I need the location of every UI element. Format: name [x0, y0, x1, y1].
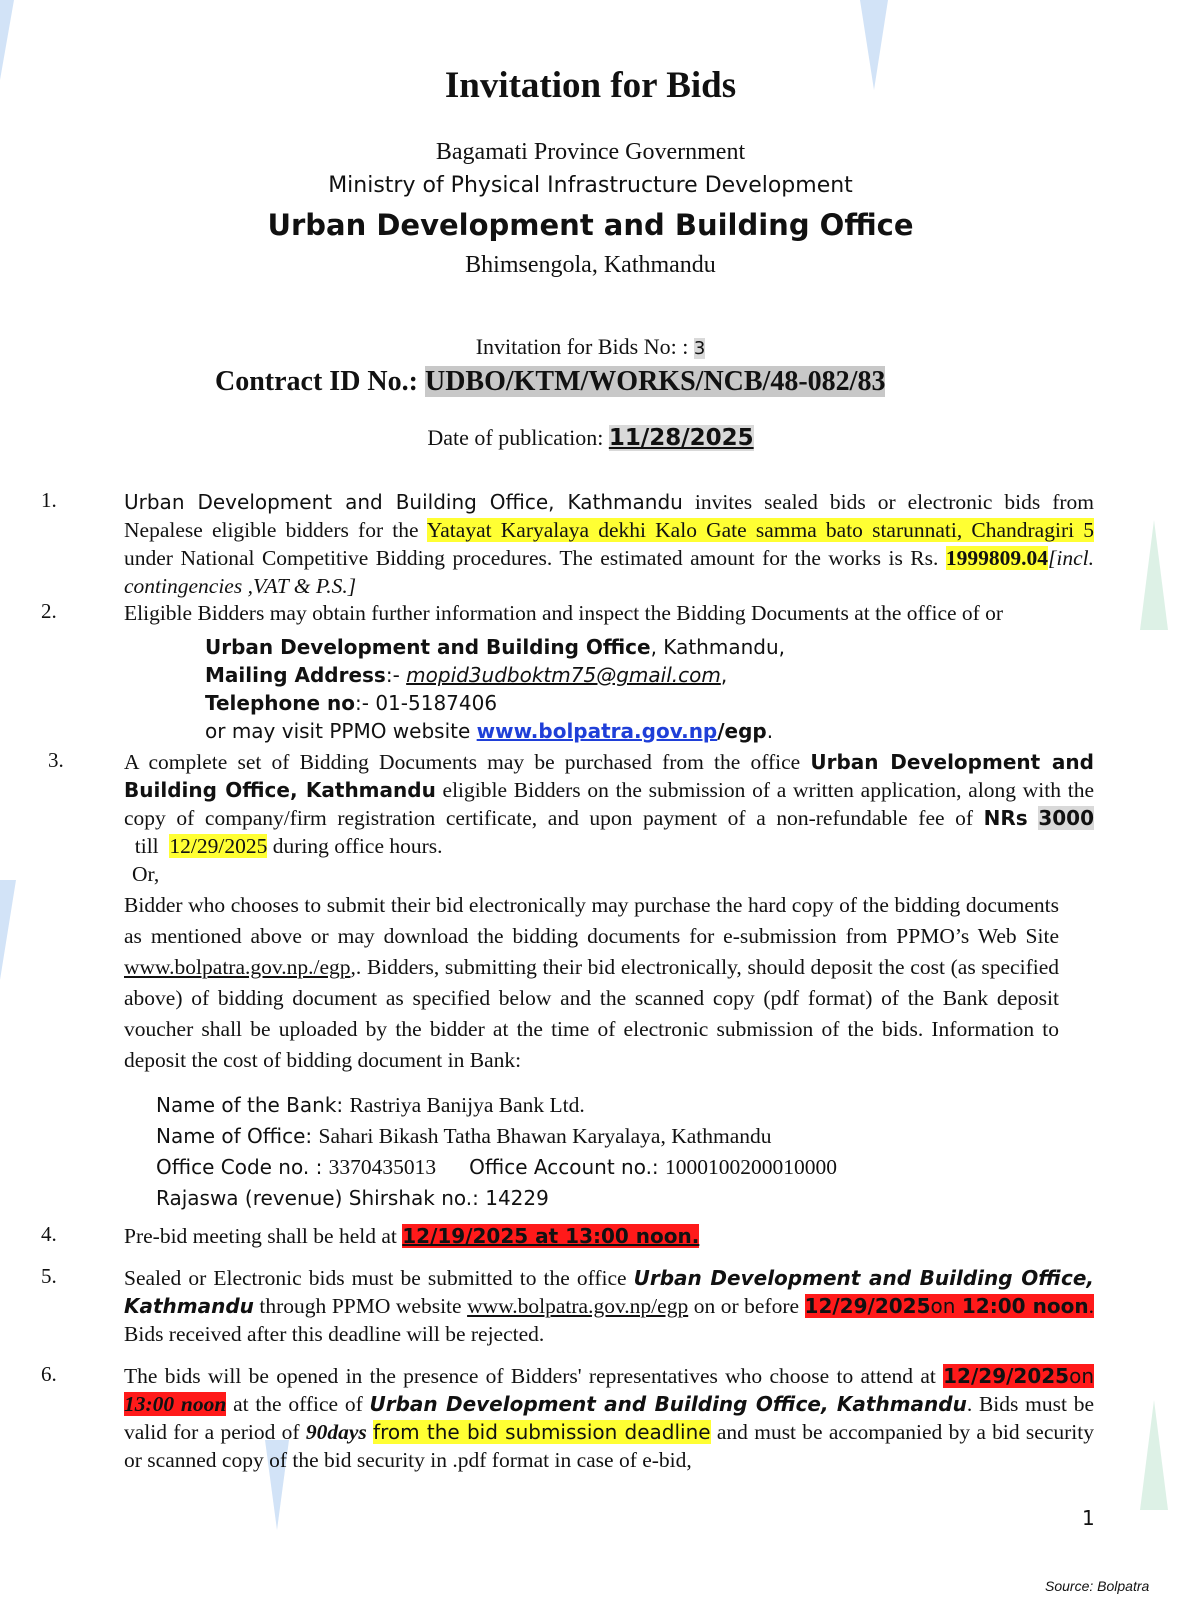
- office-location: Bhimsengola, Kathmandu: [465, 252, 716, 278]
- website-text: or may visit PPMO website: [205, 719, 477, 743]
- contract-id: UDBO/KTM/WORKS/NCB/48-082/83: [424, 366, 886, 397]
- opening-on: on: [1069, 1364, 1094, 1388]
- telephone: [205, 689, 497, 717]
- separator: .: [766, 719, 774, 743]
- ifb-number: 3: [693, 338, 706, 359]
- bolpatra-link[interactable]: www.bolpatra.gov.np./egp: [124, 955, 351, 979]
- or-text: Or,: [132, 862, 160, 886]
- paragraph-text: . Bids must be valid for a period of: [124, 1392, 1094, 1444]
- paragraph-text: Pre-bid meeting shall be held at: [124, 1224, 403, 1248]
- bank-office-label: Name of Office:: [156, 1124, 319, 1148]
- fee-amount: 3000: [1038, 806, 1095, 830]
- office-ref: Urban Development and Building Office, Kathmandu: [124, 1266, 1094, 1318]
- bank-name-line: [156, 1090, 585, 1122]
- bank-name-label: Name of the Bank:: [156, 1093, 350, 1117]
- office-ref: Urban Development and Building Office, Kathmandu: [369, 1392, 967, 1416]
- account-number: 1000100200010000: [665, 1155, 838, 1179]
- watermark-arrow: [1140, 520, 1168, 630]
- source-credit: Source: Bolpatra: [1045, 1578, 1150, 1594]
- paragraph-3: [124, 748, 1094, 860]
- item-number: 5.: [41, 1264, 57, 1288]
- office-name: Urban Development and Building Office: [267, 208, 914, 242]
- paragraph-text: invites sealed bids or electronic bids from Nepalese eligible bidders for the: [124, 490, 1094, 542]
- opening-time: 13:00 noon: [124, 1392, 227, 1416]
- item-number: 2.: [41, 599, 57, 623]
- contact-office-rest: , Kathmandu,: [650, 635, 785, 659]
- document-title: Invitation for Bids: [444, 65, 737, 106]
- ministry-name: Ministry of Physical Infrastructure Development: [328, 173, 853, 198]
- item-number: 1.: [41, 488, 57, 512]
- bank-office-line: [156, 1121, 772, 1153]
- submission-deadline-time: 12:00 noon: [961, 1294, 1089, 1318]
- paragraph-text: ,. Bidders, submitting their bid electronically, should deposit the cost (as specified above) of bidding document as specified below and the scanned copy (pdf format) of the Bank deposit voucher shall be uploaded by the bidder at the time of electronic submission of the bids. Information to deposit the cost of bidding document in Bank:: [124, 955, 1059, 1072]
- office-code: 3370435013: [328, 1155, 437, 1179]
- paragraph-6: [124, 1362, 1094, 1474]
- submission-deadline-date: 12/29/2025: [804, 1294, 931, 1318]
- contact-office: [205, 633, 785, 661]
- paragraph-3-electronic: [124, 890, 1059, 1076]
- paragraph-text: A complete set of Bidding Documents may be purchased from the office: [124, 750, 811, 774]
- office-ref: Urban Development and Building Office, Kathmandu: [124, 750, 1094, 802]
- paragraph-text: Bidder who chooses to submit their bid electronically may purchase the hard copy of the bidding documents as mentioned above or may download the bidding documents for e-submission from PPMO’s Web Site: [124, 893, 1059, 948]
- page-number: 1: [1082, 1506, 1095, 1530]
- paragraph-text: and must be accompanied by a bid security or scanned copy of the bid security in .pdf format in case of e-bid,: [124, 1420, 1094, 1472]
- paragraph-text: till: [124, 834, 170, 858]
- prebid-meeting-time: 12/19/2025 at 13:00 noon.: [402, 1224, 700, 1248]
- amount-note: [incl. contingencies ,VAT & P.S.]: [124, 546, 1094, 598]
- paragraph-text: Sealed or Electronic bids must be submitted to the office: [124, 1266, 634, 1290]
- contract-id-line: [215, 366, 885, 398]
- separator: ,: [720, 663, 728, 687]
- submission-on: on: [930, 1294, 962, 1318]
- publication-date: 11/28/2025: [608, 425, 754, 451]
- telephone-value: :- 01-5187406: [355, 691, 498, 715]
- paragraph-text: through PPMO website: [253, 1294, 468, 1318]
- paragraph-text: under National Competitive Bidding procedures. The estimated amount for the works is Rs.: [124, 546, 946, 570]
- item-number: 4.: [41, 1222, 57, 1246]
- paragraph-2: Eligible Bidders may obtain further information and inspect the Bidding Documents at the office of or: [124, 601, 1004, 625]
- paragraph-text: The bids will be opened in the presence of Bidders' representatives who choose to attend at: [124, 1364, 944, 1388]
- publication-date-line: [0, 425, 1181, 451]
- item-number: 6.: [41, 1362, 57, 1386]
- rajaswa-label: Rajaswa (revenue) Shirshak no.:: [156, 1186, 486, 1210]
- contract-label: Contract ID No.:: [215, 366, 418, 397]
- mailing-label: Mailing Address: [205, 663, 386, 687]
- paragraph-text: during office hours.: [267, 834, 443, 858]
- bolpatra-link[interactable]: www.bolpatra.gov.np/egp: [467, 1294, 689, 1318]
- paragraph-5: [124, 1264, 1094, 1348]
- watermark-arrow: [0, 880, 16, 980]
- paragraph-1: [124, 488, 1094, 600]
- paragraph-text: eligible Bidders on the submission of a written application, along with the copy of company/firm registration certificate, and upon payment of a non-refundable fee of: [124, 778, 1095, 830]
- paragraph-4: [124, 1222, 1094, 1250]
- item-number: 3.: [48, 748, 64, 772]
- opening-date: 12/29/2025: [943, 1364, 1070, 1388]
- bank-office: Sahari Bikash Tatha Bhawan Karyalaya, Kathmandu: [318, 1124, 772, 1148]
- validity-days: 90days: [305, 1420, 367, 1444]
- email-link[interactable]: mopid3udboktm75@gmail.com: [406, 663, 721, 687]
- office-code-label: Office Code no. :: [156, 1155, 329, 1179]
- fee-prefix: NRs: [983, 806, 1028, 830]
- website-line: [205, 717, 773, 745]
- website-suffix: /egp: [717, 719, 767, 743]
- project-name: Yatayat Karyalaya dekhi Kalo Gate samma bato starunnati, Chandragiri 5: [426, 518, 1094, 542]
- rajaswa-line: [156, 1183, 549, 1214]
- telephone-label: Telephone no: [205, 691, 356, 715]
- mailing-address: [205, 661, 727, 689]
- website-link[interactable]: www.bolpatra.gov.np: [476, 719, 718, 743]
- purchase-deadline: 12/29/2025: [169, 834, 268, 858]
- government-name: Bagamati Province Government: [435, 139, 746, 165]
- rajaswa-number: 14229: [485, 1186, 549, 1210]
- separator: :-: [385, 663, 407, 687]
- bank-name: Rastriya Banijya Bank Ltd.: [349, 1093, 585, 1117]
- account-label: Office Account no.:: [469, 1155, 666, 1179]
- ifb-number-line: [0, 334, 1181, 360]
- watermark-arrow: [1140, 1400, 1168, 1510]
- estimated-amount: 1999809.04: [945, 546, 1049, 570]
- office-ref: Urban Development and Building Office, Kathmandu: [124, 490, 683, 514]
- paragraph-text: on or before: [688, 1294, 805, 1318]
- separator: .: [1088, 1294, 1094, 1318]
- bank-code-line: [156, 1152, 837, 1184]
- paragraph-text: at the office of: [226, 1392, 370, 1416]
- paragraph-text: Bids received after this deadline will be rejected.: [124, 1322, 545, 1346]
- validity-from: from the bid submission deadline: [373, 1420, 711, 1444]
- publication-date-label: Date of publication:: [427, 425, 604, 450]
- ifb-label: Invitation for Bids No: :: [475, 334, 689, 359]
- contact-office-name: Urban Development and Building Office: [205, 635, 651, 659]
